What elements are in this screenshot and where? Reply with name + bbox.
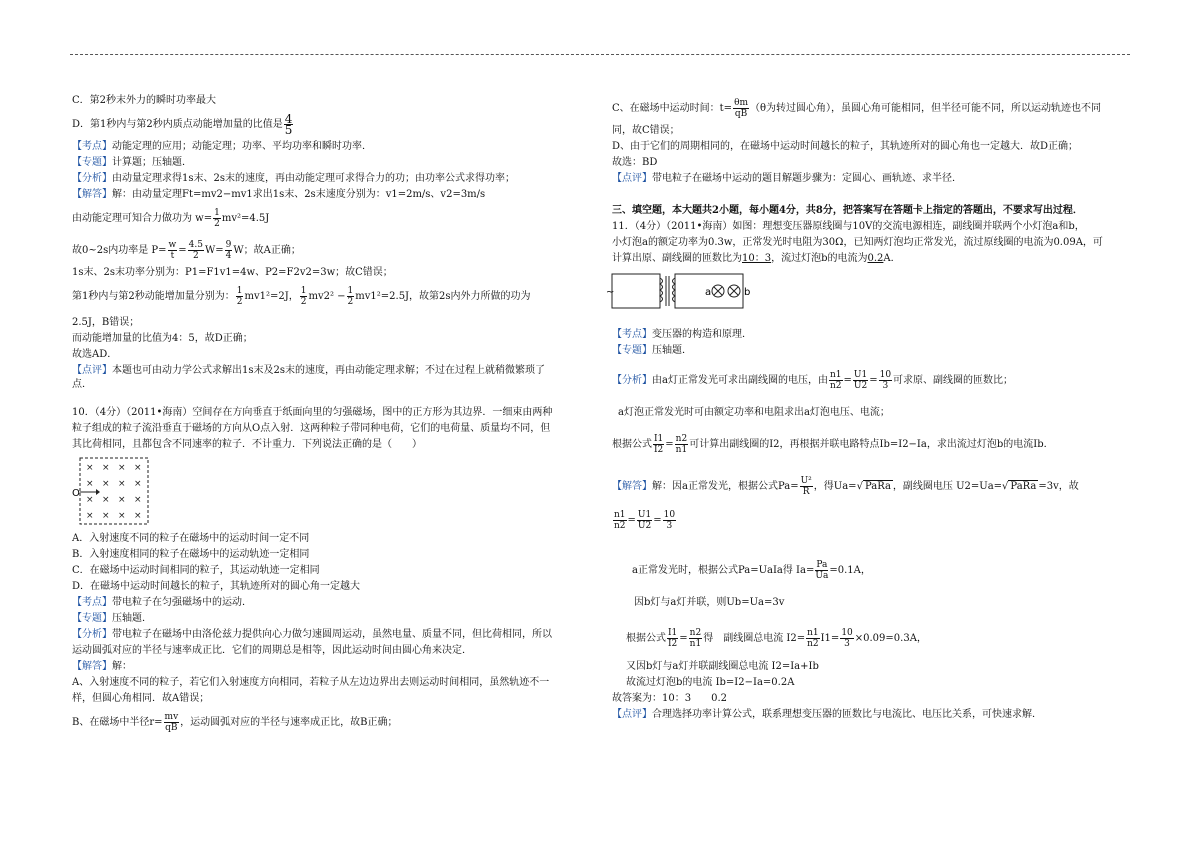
parallel-line: 又因b灯与a灯并联副线圈总电流 I2=Ia+Ib	[626, 661, 819, 672]
zhuanti: 【专题】计算题；压轴题．	[72, 157, 192, 168]
work-line: 由动能定理可知合力做功为 w= $\frac{1}{2}$ mv²=4.5J	[72, 208, 270, 229]
header-rule	[70, 54, 1130, 55]
ub-line: 因b灯与a灯并联，则Ub=Ua=3v	[634, 597, 785, 608]
fenxi-r-2: a灯泡正常发光时可由额定功率和电阻求出a灯泡电压、电流；	[618, 407, 890, 418]
svg-text:×: ×	[118, 511, 126, 521]
svg-text:×: ×	[134, 463, 142, 473]
answer: 故选AD．	[72, 349, 118, 360]
svg-text:×: ×	[102, 479, 110, 489]
svg-text:×: ×	[134, 479, 142, 489]
fenxi-2-cont: 运动圆弧对应的半径与速率成正比．它们的周期总是相等，因此运动时间由圆心角来决定．	[72, 645, 472, 656]
svg-text:×: ×	[134, 495, 142, 505]
blank-2: 0.2	[867, 253, 884, 264]
kaodian-2: 【考点】带电粒子在匀强磁场中的运动．	[72, 597, 252, 608]
option-a: A．入射速度不同的粒子在磁场中的运动时间一定不同	[72, 533, 310, 544]
fenxi-r: 【分析】由a灯正常发光可求出副线圈的电压，由 $\frac{n1}{n2}$ = $\frac{U1}{U2}$ = $\frac{10}{3}$ 可求原、副线圈的匝数比；	[612, 370, 1014, 391]
magnetic-field-figure	[72, 456, 162, 528]
sol-c: C、在磁场中运动时间：t= $\frac{\theta m}{qB}$ （θ为转过圆心角），虽圆心角可能相同，但半径可能不同，所以运动轨迹也不同	[612, 98, 1102, 119]
ratio-result: $\frac{n1}{n2}$ = $\frac{U1}{U2}$ = $\frac{10}{3}$	[614, 510, 676, 531]
final-answer: 故答案为：10：3 0.2	[612, 693, 727, 704]
section-3-title: 三、填空题，本大题共2小题，每小题4分，共8分，把答案写在答题卡上指定的答题出，不要求写出过程．	[612, 205, 1083, 216]
answer-bd: 故选：BD	[612, 157, 658, 168]
option-d: D．第1秒内与第2秒内质点动能增加量的比值是 $\frac{4}{5}$	[72, 112, 293, 137]
jieda: 【解答】解：由动量定理Ft=mv2−mv1求出1s末、2s末速度分别为：v1=2m/s、v2=3m/s	[72, 189, 486, 200]
option-b: B．入射速度相同的粒子在磁场中的运动轨迹一定相同	[72, 549, 310, 560]
svg-text:×: ×	[86, 463, 94, 473]
option-c: C．第2秒末外力的瞬时功率最大	[72, 95, 217, 106]
q10-line1: 10．（4分）（2011•海南）空间存在方向垂直于纸面向里的匀强磁场，图中的正方形为其边界．一细束由两种	[72, 407, 553, 418]
option-c2: C．在磁场中运动时间相同的粒子，其运动轨迹一定相同	[72, 565, 320, 576]
svg-text:×: ×	[118, 495, 126, 505]
jieda-r: 【解答】解：因a正常发光，根据公式Pa= $\frac{\text{U²}}{R}$ ，得Ua=√ PaRa ，副线圈电压 U2=Ua=√ PaRa =3v，故	[612, 476, 1079, 497]
dianping-r2: 【点评】合理选择功率计算公式，联系理想变压器的匝数比与电流比、电压比关系，可快速求解．	[612, 709, 1042, 720]
sol-a1: A、入射速度不同的粒子，若它们入射速度方向相同，若粒子从左边边界出去则运动时间相同，虽然轨迹不一	[72, 677, 550, 688]
q11-line1: 11．（4分）（2011•海南）如图：理想变压器原线圈与10V的交流电源相连，副线圈并联两个小灯泡a和b，	[612, 221, 1085, 232]
sol-c2: 同，故C错误；	[612, 125, 680, 136]
q11-line2: 小灯泡a的额定功率为0.3w，正常发光时电阻为30Ω，已知两灯泡均正常发光，流过原线圈的电流为0.09A，可	[612, 237, 1103, 248]
svg-text:×: ×	[118, 463, 126, 473]
arrow-head	[96, 489, 100, 495]
svg-text:×: ×	[86, 495, 94, 505]
sol-a2: 样，但圆心角相同．故A错误；	[72, 693, 210, 704]
ac-source-icon: ~	[606, 287, 615, 298]
q10-line3: 其比荷相同，且都包含不同速率的粒子．不计重力．下列说法正确的是（ ）	[72, 439, 422, 450]
svg-text:×: ×	[102, 511, 110, 521]
svg-text:×: ×	[118, 479, 126, 489]
kaodian: 【考点】动能定理的应用；动能定理；功率、平均功率和瞬时功率．	[72, 141, 372, 152]
option-d2: D．在磁场中运动时间越长的粒子，其轨迹所对的圆心角一定越大	[72, 581, 361, 592]
sol-d: D、由于它们的周期相同的，在磁场中运动时间越长的粒子，其轨迹所对的圆心角也一定越大．故D正确；	[612, 141, 1079, 152]
power-line: 故0~2s内功率是 P= $\frac{w}{t}$ = $\frac{4.5}{2}$ W= $\frac{9}{4}$ W；故A正确；	[72, 240, 301, 261]
fenxi-2: 【分析】带电粒子在磁场中由洛伦兹力提供向心力做匀速圆周运动，虽然电量、质量不同，但比荷相同，所以	[72, 629, 552, 640]
zhuanti-r: 【专题】压轴题．	[612, 345, 692, 356]
b-wrong: 2.5J，B错误；	[72, 317, 140, 328]
ib-line: 故流过灯泡b的电流 Ib=I2−Ia=0.2A	[626, 677, 795, 688]
jieda-2: 【解答】解：	[72, 661, 132, 672]
ia-line: a正常发光时，根据公式Pa=UaIa得 Ia= $\frac{Pa}{Ua}$ =0.1A，	[632, 560, 871, 581]
q11-line3: 计算出原、副线圈的匝数比为10：3，流过灯泡b的电流为0.2A．	[612, 253, 901, 264]
fenxi-r-3: 根据公式 $\frac{I1}{I2}$ = $\frac{n2}{n1}$ 可计算出副线圈的I2，再根据并联电路特点Ib=I2−Ia，求出流过灯泡b的电流Ib．	[612, 434, 1054, 455]
dianping-r: 【点评】带电粒子在磁场中运动的题目解题步骤为：定圆心、画轨迹、求半径．	[612, 173, 962, 184]
lamp-b-label: b	[744, 287, 751, 298]
lamp-a-label: a	[705, 287, 712, 298]
zhuanti-2: 【专题】压轴题．	[72, 613, 152, 624]
blank-1: 10：3	[742, 253, 772, 264]
sol-b: B、在磁场中半径r= $\frac{mv}{qB}$ ，运动圆弧对应的半径与速率成正比，故B正确；	[72, 712, 398, 733]
dianping: 【点评】本题也可由动力学公式求解出1s末及2s末的速度，再由动能定理求解；不过在过程上就稍微繁琐了	[72, 365, 545, 376]
primary-loop	[612, 274, 660, 308]
svg-text:×: ×	[102, 463, 110, 473]
ratio: 而动能增加量的比值为4：5，故D正确；	[72, 333, 253, 344]
kaodian-r: 【考点】变压器的构造和原理．	[612, 329, 752, 340]
svg-text:×: ×	[134, 511, 142, 521]
svg-text:×: ×	[86, 511, 94, 521]
transformer-circuit-figure	[606, 268, 756, 316]
dianping-cont: 点．	[72, 379, 92, 390]
i2-line: 根据公式 $\frac{I1}{I2}$ = $\frac{n2}{n1}$ 得 副线圈总电流 I2= $\frac{n1}{n2}$ I1= $\frac{10}{3}$ ×0.09=0.3A，	[626, 628, 927, 649]
fenxi: 【分析】由动量定理求得1s末、2s末的速度，再由动能定理可求得合力的功；由功率公式求得功率；	[72, 173, 515, 184]
origin-label: O	[72, 488, 80, 499]
svg-text:×: ×	[102, 495, 110, 505]
svg-text:×: ×	[86, 479, 94, 489]
q10-line2: 粒子组成的粒子流沿垂直于磁场的方向从O点入射．这两种粒子带同种电荷，它们的电荷量、质量均不同，但	[72, 423, 551, 434]
ke-line: 第1秒内与第2秒动能增加量分别为： $\frac{1}{2}$ mv1²=2J， $\frac{1}{2}$ mv2² − $\frac{1}{2}$ mv1²=2.5J，故第2s内外力所做的功为	[72, 286, 531, 307]
inst-power: 1s末、2s末功率分别为：P1=F1v1=4w、P2=F2v2=3w；故C错误；	[72, 267, 393, 278]
